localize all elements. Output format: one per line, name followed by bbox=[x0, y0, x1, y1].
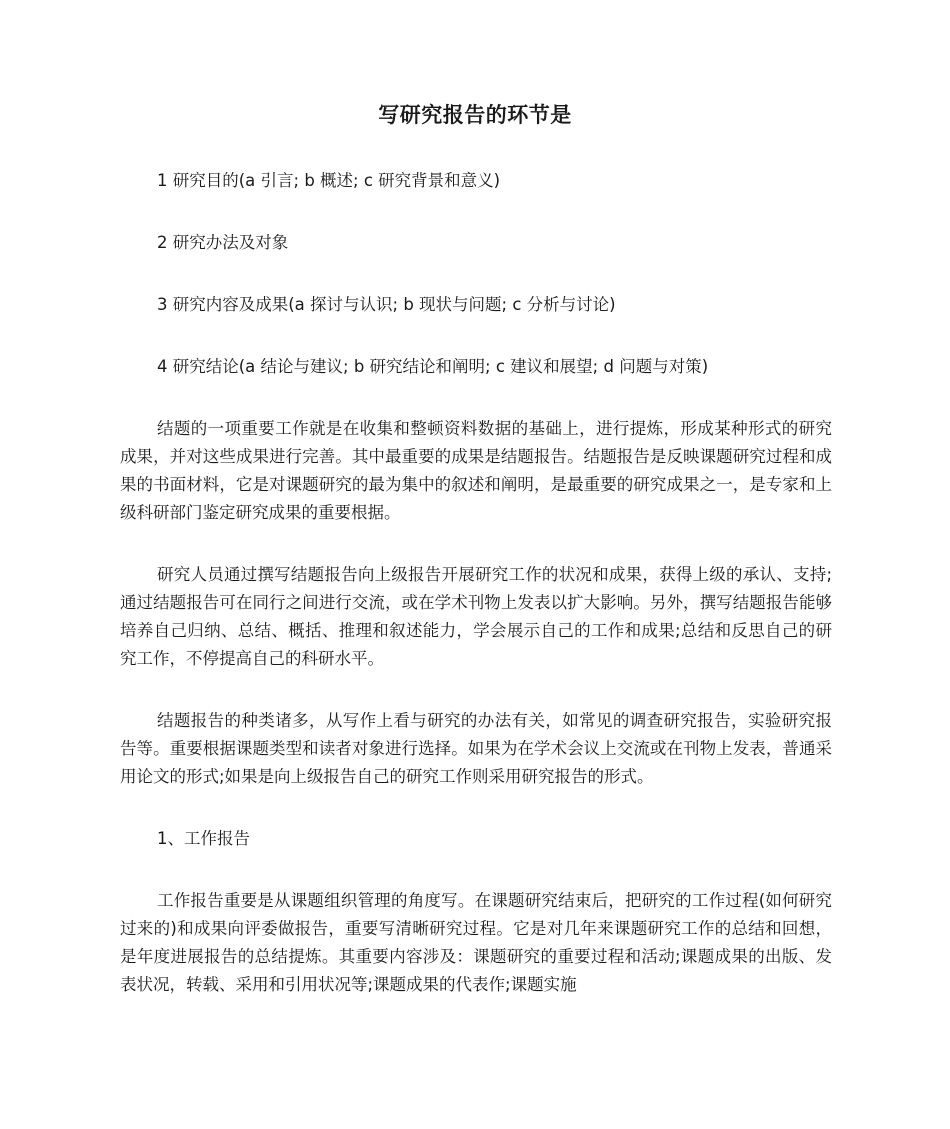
paragraph-report-types: 结题报告的种类诸多，从写作上看与研究的办法有关，如常见的调查研究报告，实验研究报告等。重要根据课题类型和读者对象进行选择。如果为在学术会议上交流或在刊物上发表，普通采用论文的形式;如果是向上级报告自己的研究工作则采用研究报告的形式。 bbox=[120, 711, 832, 786]
paragraph-researcher-report: 研究人员通过撰写结题报告向上级报告开展研究工作的状况和成果，获得上级的承认、支持;通过结题报告可在同行之间进行交流，或在学术刊物上发表以扩大影响。另外，撰写结题报告能够培养自己归纳、总结、概括、推理和叙述能力，学会展示自己的工作和成果;总结和反思自己的研究工作，不停提高自己的科研水平。 bbox=[120, 565, 832, 668]
section-heading-work-report: 1、工作报告 bbox=[157, 829, 250, 848]
paragraph-conclusion-report: 结题的一项重要工作就是在收集和整顿资料数据的基础上，进行提炼，形成某种形式的研究成果，并对这些成果进行完善。其中最重要的成果是结题报告。结题报告是反映课题研究过程和成果的书面材料，它是对课题研究的最为集中的叙述和阐明，是最重要的研究成果之一，是专家和上级科研部门鉴定研究成果的重要根据。 bbox=[120, 419, 832, 522]
document-body bbox=[120, 167, 832, 1033]
outline-item-3: 3 研究内容及成果(a 探讨与认识; b 现状与问题; c 分析与讨论) bbox=[157, 295, 616, 314]
outline-item-2: 2 研究办法及对象 bbox=[157, 233, 289, 252]
document-title: 写研究报告的环节是 bbox=[378, 103, 572, 127]
outline-item-4: 4 研究结论(a 结论与建议; b 研究结论和阐明; c 建议和展望; d 问题与对策) bbox=[157, 357, 709, 376]
outline-item-1: 1 研究目的(a 引言; b 概述; c 研究背景和意义) bbox=[157, 171, 501, 190]
paragraph-work-report: 工作报告重要是从课题组织管理的角度写。在课题研究结束后，把研究的工作过程(如何研究过来的)和成果向评委做报告，重要写清晰研究过程。它是对几年来课题研究工作的总结和回想，是年度进展报告的总结提炼。其重要内容涉及：课题研究的重要过程和活动;课题成果的出版、发表状况，转载、采用和引用状况等;课题成果的代表作;课题实施 bbox=[120, 891, 832, 994]
